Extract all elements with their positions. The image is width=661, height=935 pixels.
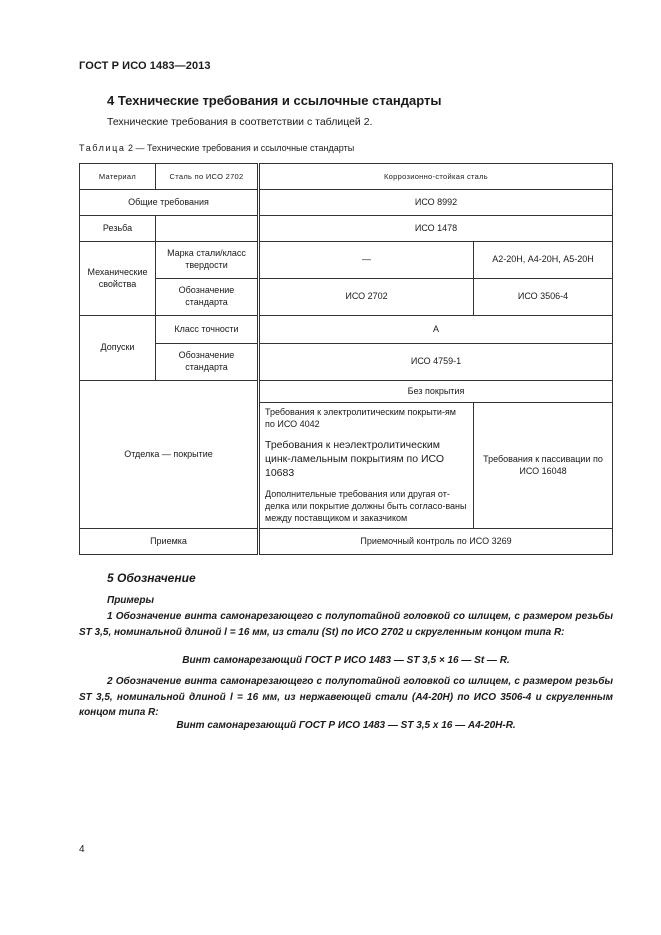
table-caption-text: 2 — Технические требования и ссылочные стандарты xyxy=(128,143,355,153)
example-1-body: 1 Обозначение винта самонарезающего с полупотайной головкой со шлицем, с размером резьбы ST 3,5, номинальной длиной l = 16 мм, из стали (St) по ИСО 2702 и скругленным концом типа R: xyxy=(79,611,613,638)
example-1-text xyxy=(79,609,613,640)
tol-class-label: Класс точности xyxy=(156,316,259,344)
example-2-formula: Винт самонарезающий ГОСТ Р ИСО 1483 — ST 3,5 x 16 — А4-20Н-R. xyxy=(176,720,516,731)
mech-grade-label: Марка стали/класс твердости xyxy=(156,242,259,279)
finish-additional: Дополнительные требования или другая от-делка или покрытие должны быть согласо-ваны между поставщиком и заказчиком xyxy=(265,489,467,523)
tol-std-label: Обозначение стандарта xyxy=(156,344,259,381)
table-caption-word: Таблица xyxy=(79,143,126,153)
acceptance-value: Приемочный контроль по ИСО 3269 xyxy=(259,529,613,555)
header-steel: Сталь по ИСО 2702 xyxy=(156,164,259,190)
finish-coatings xyxy=(259,403,474,529)
tol-label: Допуски xyxy=(80,316,156,381)
row-finish-top xyxy=(80,381,613,403)
example-2-body: 2 Обозначение винта самонарезающего с полупотайной головкой со шлицем, с размером резьбы ST 3,5, номинальной длиной l = 16 мм, из нержавеющей стали (А4-20Н) по ИСО 3506-4 и скругленным концом типа R: xyxy=(79,676,613,718)
mech-label: Механические свойства xyxy=(80,242,156,316)
tol-std-value: ИСО 4759-1 xyxy=(259,344,613,381)
row-general xyxy=(80,190,613,216)
row-mech-grade xyxy=(80,242,613,279)
finish-passivation: Требования к пассивации по ИСО 16048 xyxy=(474,403,613,529)
table-caption xyxy=(79,143,354,153)
finish-no-coating: Без покрытия xyxy=(259,381,613,403)
section-4-intro: Технические требования в соответствии с таблицей 2. xyxy=(107,116,373,128)
section-4-title: 4 Технические требования и ссылочные стандарты xyxy=(107,93,442,108)
finish-nonelectro: Требования к неэлектролитическим цинк-ламельным покрытиям по ИСО 10683 xyxy=(265,439,445,479)
general-value: ИСО 8992 xyxy=(259,190,613,216)
header-material: Материал xyxy=(80,164,156,190)
general-label: Общие требования xyxy=(80,190,259,216)
document-header: ГОСТ Р ИСО 1483—2013 xyxy=(79,60,211,72)
examples-heading: Примеры xyxy=(107,595,155,606)
page-number: 4 xyxy=(79,844,85,855)
mech-std-steel: ИСО 2702 xyxy=(259,279,474,316)
example-2-text xyxy=(79,674,613,721)
acceptance-label: Приемка xyxy=(80,529,259,555)
thread-label: Резьба xyxy=(80,216,156,242)
mech-grade-steel: — xyxy=(259,242,474,279)
tol-class-value: А xyxy=(259,316,613,344)
example-1-formula: Винт самонарезающий ГОСТ Р ИСО 1483 — ST 3,5 × 16 — St — R. xyxy=(182,655,510,666)
mech-grade-stainless: А2-20Н, А4-20Н, А5-20Н xyxy=(474,242,613,279)
finish-label: Отделка — покрытие xyxy=(80,381,259,529)
thread-value: ИСО 1478 xyxy=(259,216,613,242)
thread-empty xyxy=(156,216,259,242)
mech-std-label: Обозначение стандарта xyxy=(156,279,259,316)
row-mech-std xyxy=(80,279,613,316)
mech-std-stainless: ИСО 3506-4 xyxy=(474,279,613,316)
finish-electro: Требования к электролитическим покрыти-ям по ИСО 4042 xyxy=(265,407,456,429)
row-acceptance xyxy=(80,529,613,555)
requirements-table xyxy=(79,163,613,555)
row-thread xyxy=(80,216,613,242)
header-stainless: Коррозионно-стойкая сталь xyxy=(259,164,613,190)
section-5-title: 5 Обозначение xyxy=(107,571,196,585)
row-tol-std xyxy=(80,344,613,381)
row-tol-class xyxy=(80,316,613,344)
table-header-row xyxy=(80,164,613,190)
